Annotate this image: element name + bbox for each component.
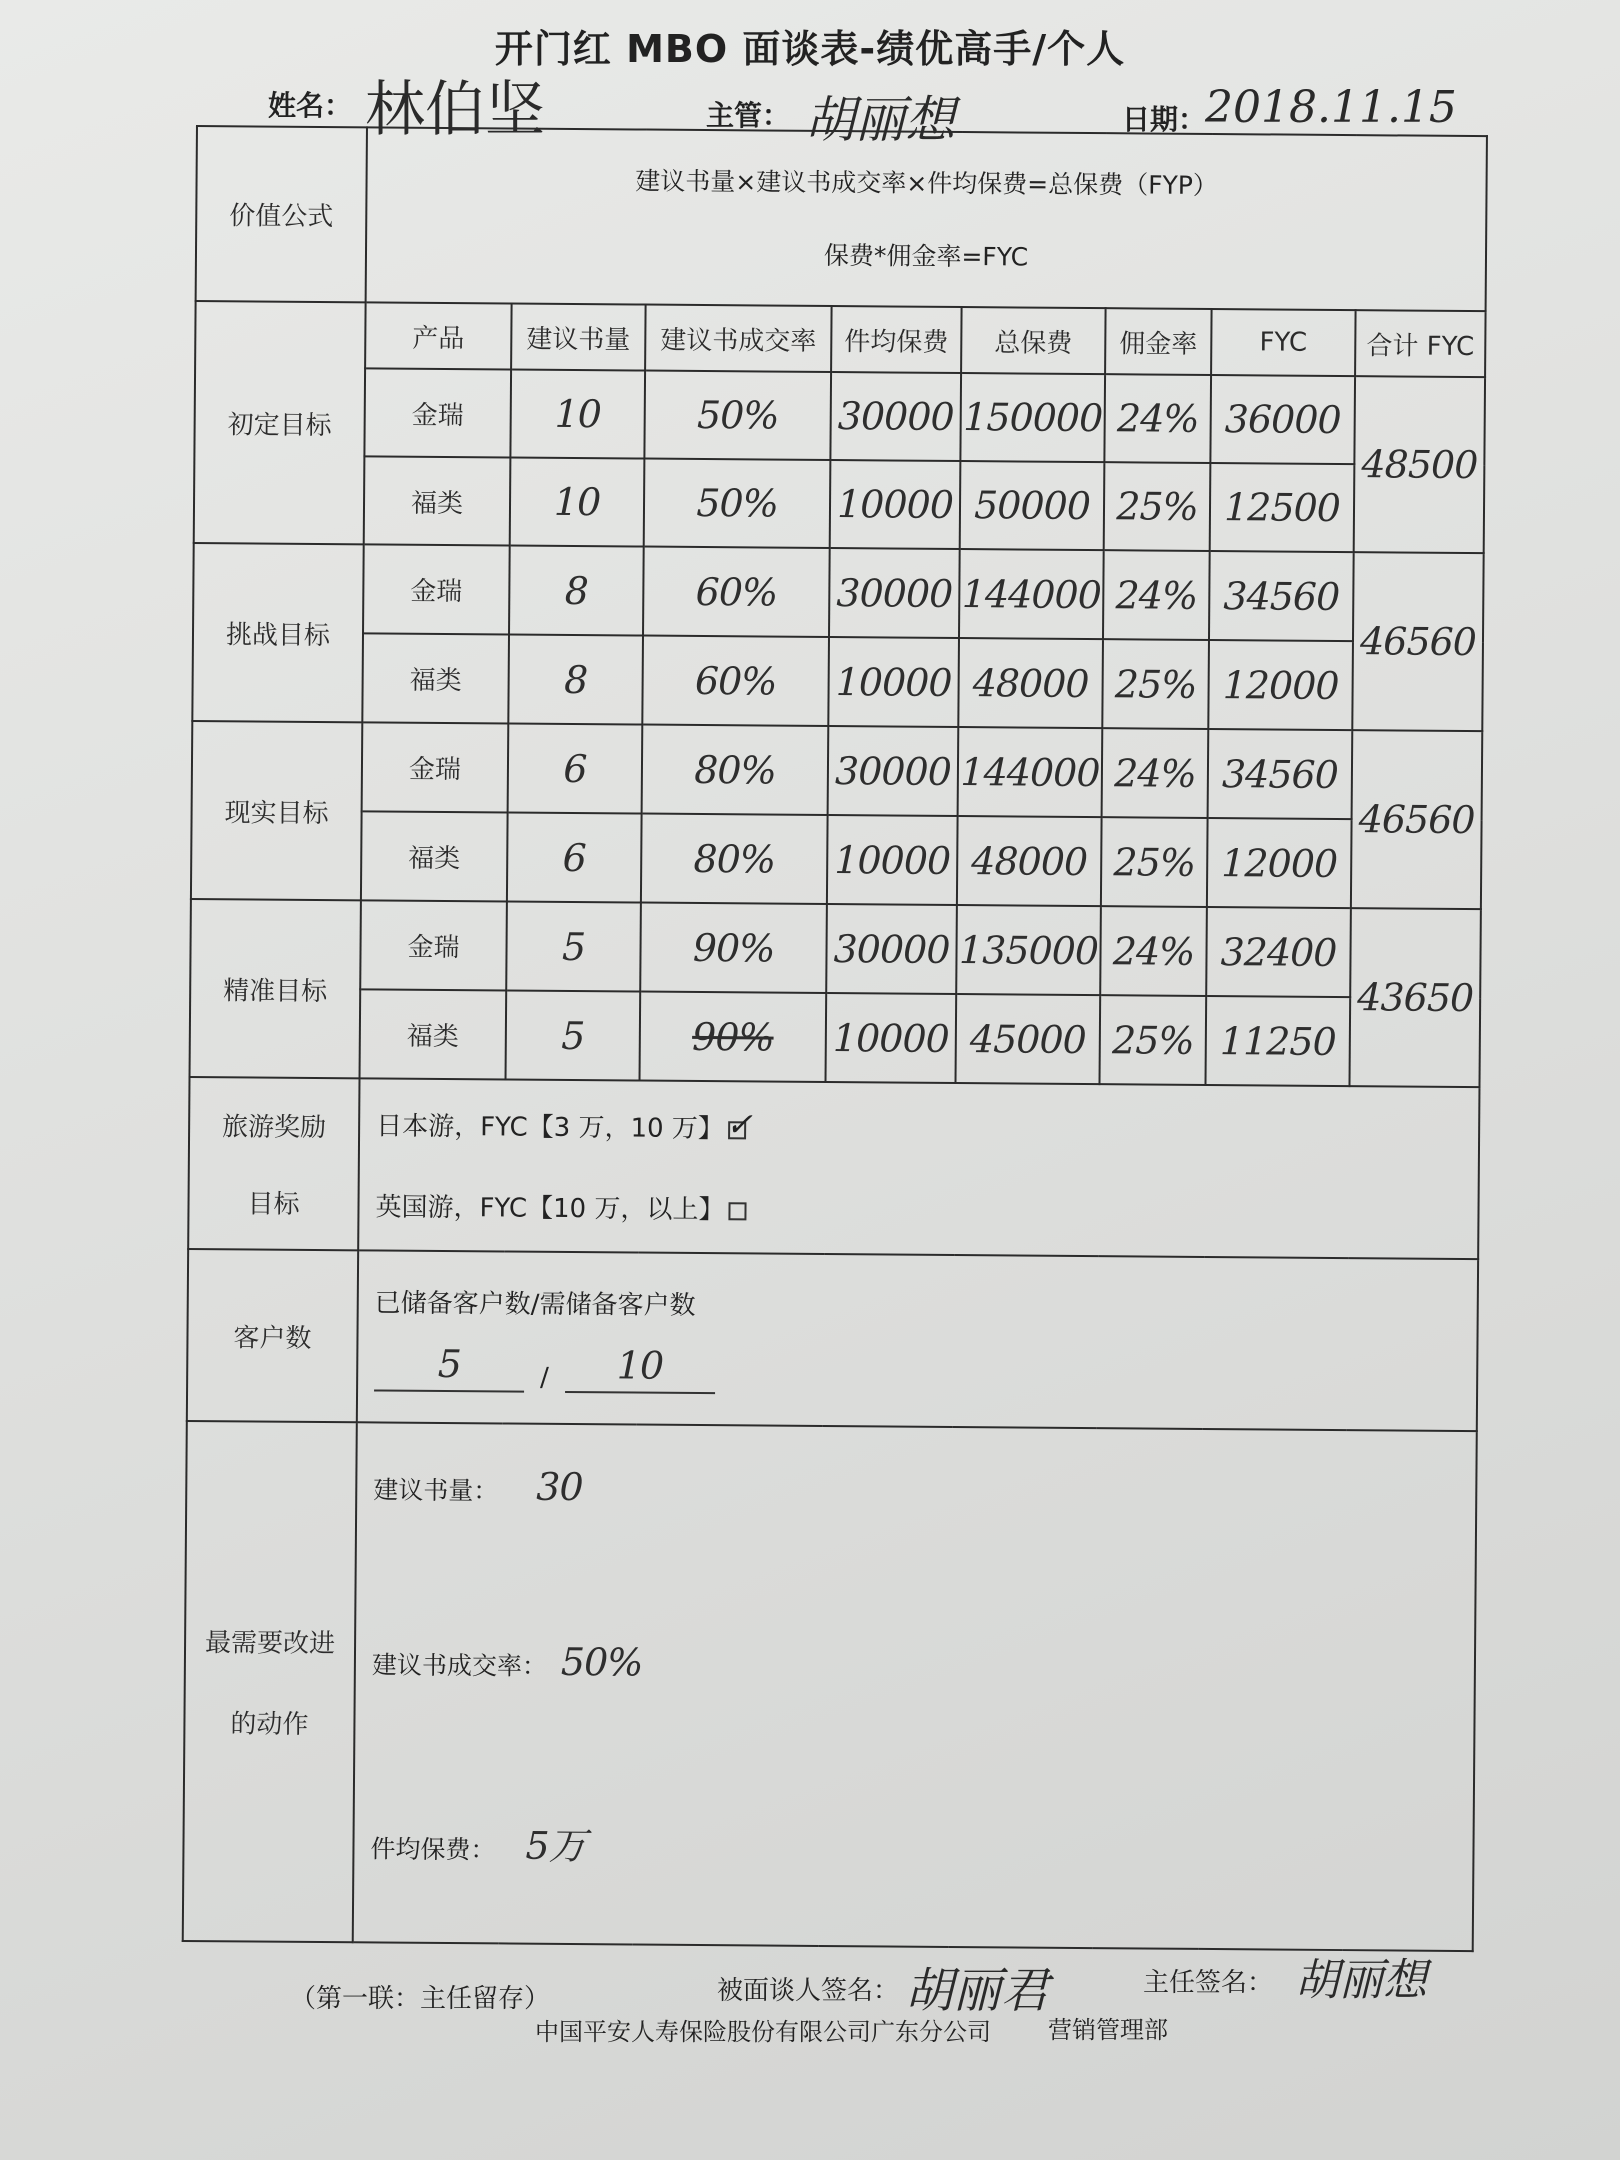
avg-premium-cell: 30000 [829, 548, 960, 638]
manager-value: 胡丽想 [805, 91, 955, 149]
target-label: 精准目标 [190, 899, 361, 1078]
rate-cell: 50% [644, 371, 831, 460]
japan-checkbox[interactable] [725, 1104, 753, 1143]
proposals-cell: 5 [506, 901, 641, 991]
travel-options [358, 1078, 1479, 1259]
commission-cell: 25% [1099, 995, 1206, 1085]
travel-label-line-1: 旅游奖励 [221, 1112, 327, 1144]
commission-cell: 25% [1104, 462, 1211, 551]
proposals-cell: 5 [506, 990, 641, 1080]
column-header: 合计 FYC [1355, 310, 1486, 377]
director-signature-label: 主任签名： [1143, 1968, 1274, 1998]
product-cell: 金瑞 [362, 722, 509, 812]
proposals-cell: 10 [510, 457, 645, 546]
total-premium-cell: 48000 [957, 816, 1102, 906]
formula-line-1: 建议书量×建议书成交率×件均保费=总保费（FYP） [635, 165, 1219, 200]
fyc-cell: 11250 [1205, 996, 1350, 1086]
total-premium-cell: 45000 [955, 994, 1100, 1084]
fyc-cell: 34560 [1208, 729, 1353, 819]
total-premium-cell: 50000 [960, 461, 1105, 550]
avg-premium-cell: 30000 [828, 726, 959, 816]
checkmark-icon: ✓ [725, 1104, 753, 1143]
copy-note: （第一联：主任留存） [290, 1984, 551, 2014]
value-formula-label: 价值公式 [196, 126, 367, 302]
total-premium-cell: 144000 [959, 549, 1104, 639]
commission-cell: 25% [1102, 639, 1209, 729]
action-rate [372, 1638, 643, 1684]
rate-cell: 90% [640, 903, 827, 993]
form-title: 开门红 MBO 面谈表-绩优高手/个人 [494, 27, 1126, 71]
date-label: 日期： [1122, 103, 1207, 136]
rate-cell: 60% [643, 547, 830, 637]
proposals-cell: 6 [508, 723, 643, 813]
rate-cell: 80% [642, 725, 829, 815]
travel-option-japan-label: 日本游，FYC【3 万，10 万】 [376, 1111, 724, 1145]
proposals-cell: 8 [508, 634, 643, 724]
total-premium-cell: 150000 [960, 373, 1105, 462]
column-header: FYC [1211, 309, 1356, 376]
column-header: 佣金率 [1105, 308, 1212, 375]
product-cell: 福类 [360, 989, 507, 1079]
total-premium-cell: 144000 [958, 727, 1103, 817]
actions-label [183, 1421, 357, 1942]
fyc-cell: 12500 [1210, 463, 1355, 552]
column-header: 总保费 [961, 307, 1106, 374]
action-avg-premium-value: 5万 [525, 1823, 586, 1869]
fyc-cell: 36000 [1210, 375, 1355, 464]
customers-cell [357, 1250, 1478, 1431]
commission-cell: 24% [1104, 374, 1211, 463]
name-label: 姓名： [268, 89, 353, 122]
action-rate-label: 建议书成交率： [371, 1650, 548, 1681]
target-label: 挑战目标 [192, 543, 363, 722]
rate-cell: 80% [641, 814, 828, 904]
action-proposals-label: 建议书量： [373, 1475, 499, 1506]
value-formula-cell [366, 127, 1487, 311]
total-fyc-cell: 43650 [1349, 908, 1480, 1087]
actions-cell [353, 1422, 1477, 1951]
avg-premium-cell: 30000 [830, 372, 961, 461]
avg-premium-cell: 30000 [826, 904, 957, 994]
fyc-cell: 34560 [1209, 551, 1354, 641]
travel-option-uk [375, 1186, 1477, 1232]
fyc-cell: 12000 [1207, 818, 1352, 908]
rate-cell: 90% [640, 992, 827, 1082]
interviewee-signature: 胡丽君 [905, 1963, 1050, 2019]
actions-label-line-1: 最需要改进 [204, 1628, 336, 1660]
travel-option-japan [376, 1105, 1478, 1151]
needed-customers-field[interactable]: 10 [565, 1342, 715, 1393]
customers-separator: / [540, 1362, 550, 1393]
commission-cell: 24% [1103, 550, 1210, 640]
customers-counts [374, 1341, 1476, 1400]
travel-label [188, 1077, 359, 1250]
avg-premium-cell: 10000 [830, 460, 961, 549]
target-label: 初定目标 [194, 301, 366, 544]
action-avg-premium [370, 1813, 586, 1870]
avg-premium-cell: 10000 [828, 637, 959, 727]
total-premium-cell: 48000 [958, 638, 1103, 728]
column-header: 建议书量 [511, 303, 646, 370]
total-fyc-cell: 46560 [1351, 730, 1482, 909]
fyc-cell: 12000 [1208, 640, 1353, 730]
customers-label: 客户数 [187, 1249, 358, 1422]
action-avg-premium-label: 件均保费： [370, 1834, 496, 1865]
avg-premium-cell: 10000 [827, 815, 958, 905]
product-cell: 金瑞 [360, 900, 507, 990]
total-premium-cell: 135000 [956, 905, 1101, 995]
interviewee-signature-label: 被面谈人签名： [717, 1976, 900, 2006]
total-fyc-cell: 46560 [1352, 552, 1483, 731]
name-value: 林伯坚 [365, 75, 545, 145]
commission-cell: 24% [1100, 906, 1207, 996]
director-signature: 胡丽想 [1295, 1955, 1427, 2006]
customers-caption: 已储备客户数/需储备客户数 [374, 1287, 696, 1321]
rate-cell: 50% [644, 459, 831, 548]
formula-line-2: 保费*佣金率=FYC [823, 240, 1029, 272]
total-fyc-cell: 48500 [1354, 376, 1485, 553]
department-name: 营销管理部 [1048, 2016, 1168, 2044]
commission-cell: 24% [1102, 728, 1209, 818]
product-cell: 福类 [361, 811, 508, 901]
column-header: 建议书成交率 [645, 305, 832, 372]
column-header: 件均保费 [831, 306, 962, 373]
product-cell: 金瑞 [364, 368, 511, 457]
action-proposals-value: 30 [536, 1464, 583, 1510]
uk-checkbox[interactable] [728, 1202, 746, 1220]
proposals-cell: 10 [510, 369, 645, 458]
manager-label: 主管： [706, 99, 791, 132]
product-cell: 福类 [362, 633, 509, 723]
commission-cell: 25% [1101, 817, 1208, 907]
column-header: 产品 [365, 302, 512, 369]
travel-label-line-2: 目标 [247, 1189, 300, 1220]
mbo-form-table [182, 125, 1488, 1952]
product-cell: 金瑞 [363, 544, 510, 634]
product-cell: 福类 [364, 456, 511, 545]
rate-cell: 60% [642, 636, 829, 726]
company-name: 中国平安人寿保险股份有限公司广东分公司 [535, 2018, 991, 2046]
action-rate-value: 50% [560, 1639, 643, 1685]
travel-option-uk-label: 英国游，FYC【10 万，以上】 [375, 1192, 725, 1226]
date-value: 2018.11.15 [1205, 82, 1457, 133]
actions-label-line-2: 的动作 [230, 1709, 309, 1740]
action-proposals [373, 1463, 583, 1509]
fyc-cell: 32400 [1206, 907, 1351, 997]
proposals-cell: 6 [507, 812, 642, 902]
proposals-cell: 8 [509, 545, 644, 635]
avg-premium-cell: 10000 [826, 993, 957, 1083]
reserved-customers-field[interactable]: 5 [374, 1341, 524, 1392]
target-label: 现实目标 [191, 721, 362, 900]
